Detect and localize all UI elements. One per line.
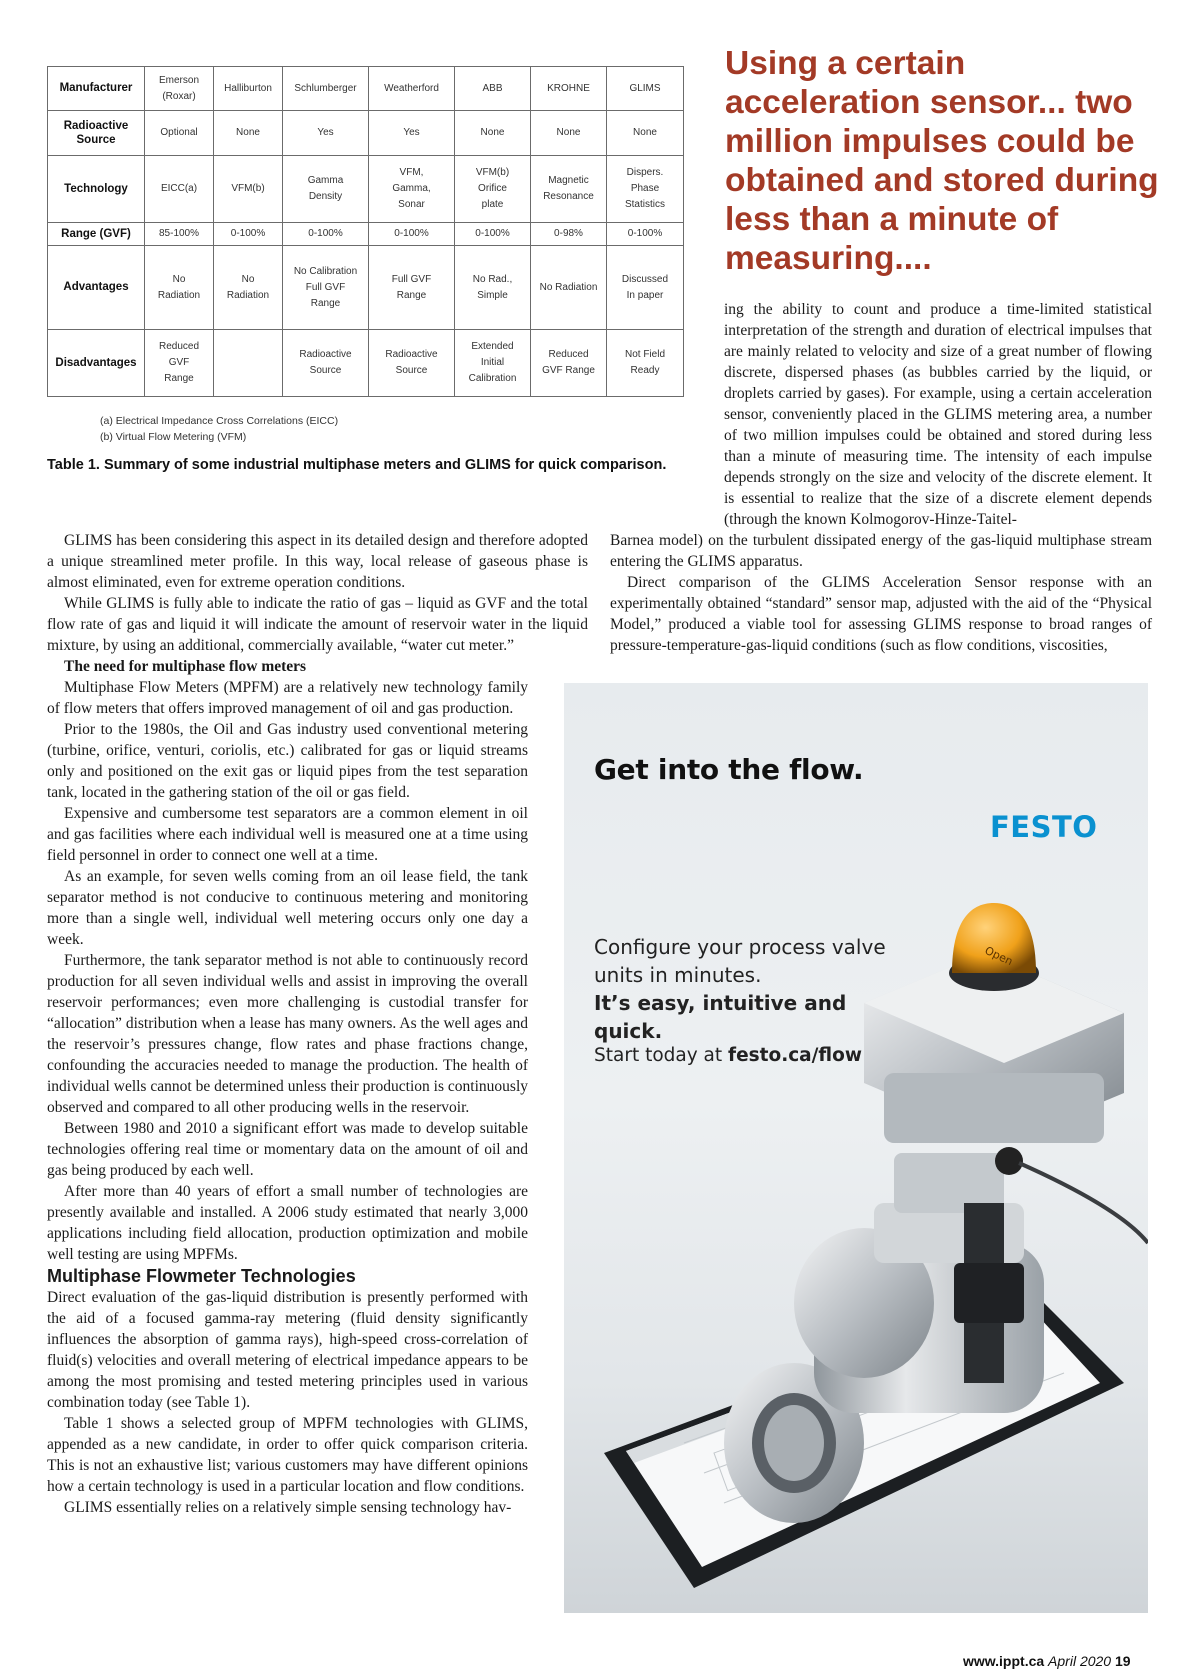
table-header-row [48,67,684,111]
table-row [48,156,684,223]
table-row-label: Disadvantages [48,330,145,397]
ad-body-bold: It’s easy, intuitive and quick. [594,991,847,1043]
table-row [48,330,684,397]
table-cell: 0-100% [455,223,531,246]
table-cell: Full GVF Range [369,246,455,330]
table-cell: No Radiation [531,246,607,330]
table-cell: 85-100% [145,223,214,246]
table-cell: Yes [369,111,455,156]
paragraph: Barnea model) on the turbulent dissipated energy of the gas-liquid multiphase stream entering the GLIMS apparatus. [610,532,1152,570]
table-cell: 0-98% [531,223,607,246]
table-cell: Radioactive Source [283,330,369,397]
table-cell: Extended Initial Calibration [455,330,531,397]
table-row-label: Range (GVF) [48,223,145,246]
table-header-cell: GLIMS [607,67,684,111]
table-cell: None [455,111,531,156]
table-row-label: Radioactive Source [48,111,145,156]
ad-cta-link[interactable]: festo.ca/flow [728,1045,862,1066]
indicator-label: Open [982,943,1015,969]
paragraph: Multiphase Flow Meters (MPFM) are a relatively new technology family of flow meters that offers improved management of oil and gas production. [47,679,528,717]
footnote: (b) Virtual Flow Metering (VFM) [100,431,247,443]
article-column-right-upper [610,530,1152,656]
paragraph: Direct comparison of the GLIMS Acceleration Sensor response with an experimentally obtained “standard” sensor map, adjusted with the aid of the “Physical Model,” produced a viable tool for assessing GLIMS response to broad ranges of pressure-temperature-gas-liquid conditions (such as flow conditions, viscosities, [610,574,1152,654]
table-cell: Yes [283,111,369,156]
table-cell: No Rad., Simple [455,246,531,330]
table-header-cell: Schlumberger [283,67,369,111]
table-cell: VFM(b) Orifice plate [455,156,531,223]
table-cell [214,330,283,397]
paragraph: Prior to the 1980s, the Oil and Gas industry used conventional metering (turbine, orifice, venturi, coriolis, etc.) calibrated for gas or liquid streams only and positioned on the exit gas or liquid pipes from the test separation tank, located in the gathering station of the oil or gas field. [47,721,528,801]
table-cell: Optional [145,111,214,156]
table-cell: None [214,111,283,156]
paragraph: GLIMS has been considering this aspect in its detailed design and therefore adopted a unique streamlined meter profile. In this way, local release of gaseous phase is almost eliminated, even for extreme operation conditions. [47,532,588,591]
table-header-cell: Manufacturer [48,67,145,111]
article-column-right-top [724,299,1152,530]
table-caption: Table 1. Summary of some industrial multiphase meters and GLIMS for quick comparison. [47,457,667,473]
table-cell: Reduced GVF Range [145,330,214,397]
table-header-cell: Weatherford [369,67,455,111]
article-column-left-upper [47,530,588,656]
ad-body-text: Configure your process valve units in minutes. [594,935,886,987]
ad-cta-prefix: Start today at [594,1045,729,1066]
pull-quote: Using a certain acceleration sensor... two million impulses could be obtained and stored during less than a minute of measuring.... [725,45,1159,277]
paragraph: Direct evaluation of the gas-liquid distribution is presently performed with the aid of a focused gamma-ray metering (fluid density significantly influences the absorption of gamma rays), high-speed cross-correlation of fluid(s) velocities and overall metering of electrical impedance appears to be among the most promising and tested metering principles used in various combination today (see Table 1). [47,1289,528,1411]
article-column-left [47,656,528,1518]
table-cell: EICC(a) [145,156,214,223]
table-row-label: Advantages [48,246,145,330]
table-cell: No Calibration Full GVF Range [283,246,369,330]
table-cell: None [607,111,684,156]
table-cell: 0-100% [369,223,455,246]
table-cell: Magnetic Resonance [531,156,607,223]
table-cell: Dispers. Phase Statistics [607,156,684,223]
festo-advertisement[interactable] [564,683,1148,1613]
table-row [48,223,684,246]
table-cell: 0-100% [607,223,684,246]
table-cell: VFM(b) [214,156,283,223]
table-footnotes [100,413,338,445]
subheading: The need for multiphase flow meters [64,658,307,675]
footnote: (a) Electrical Impedance Cross Correlations (EICC) [100,415,339,427]
table-cell: No Radiation [214,246,283,330]
paragraph: As an example, for seven wells coming from an oil lease field, the tank separator method is not conducive to continuous metering and monitoring more than a single well, individual well metering occurs only one day a week. [47,868,528,948]
paragraph: Furthermore, the tank separator method is not able to continuously record production for all seven individual wells and assist in improving the overall reservoir performances; even more challenging is custodial transfer for “allocation” distribution when a lease has many owners. As the well ages and the reservoir’s pressures change, flow rates and phase fractions change, confounding the accuracies needed to manage the production. The health of individual wells cannot be determined unless their production is continuously observed and compared to all other producing wells in the reservoir. [47,952,528,1116]
table-cell: 0-100% [214,223,283,246]
ad-headline: Get into the flow. [594,753,864,786]
paragraph: While GLIMS is fully able to indicate the ratio of gas – liquid as GVF and the total flow rate of gas and liquid it will indicate the amount of reservoir water in the liquid mixture, by using an additional, commercially available, “water cut meter.” [47,595,588,654]
table-cell: Radioactive Source [369,330,455,397]
table-header-cell: Emerson (Roxar) [145,67,214,111]
table-cell: Not Field Ready [607,330,684,397]
table-cell: Gamma Density [283,156,369,223]
table-row-label: Technology [48,156,145,223]
paragraph: Between 1980 and 2010 a significant effort was made to develop suitable technologies offering real time or momentary data on the amount of oil and gas being produced by each well. [47,1120,528,1179]
section-title: Multiphase Flowmeter Technologies [47,1266,356,1286]
footer-url[interactable]: www.ippt.ca [963,1653,1045,1669]
table-cell: 0-100% [283,223,369,246]
table-header-cell: ABB [455,67,531,111]
table-cell: VFM, Gamma, Sonar [369,156,455,223]
paragraph: Expensive and cumbersome test separators are a common element in oil and gas facilities where each individual well is measured one at a time using field personnel in order to connect one well at a time. [47,805,528,864]
paragraph: ing the ability to count and produce a time-limited statistical interpretation of the strength and duration of electrical impulses that are mainly related to velocity and size of a great number of flowing discrete, dispersed phases (as bubbles carried by the liquid, or droplets carried by gases). For example, using a certain acceleration sensor, conveniently placed in the GLIMS metering area, a number of two million impulses could be obtained and stored during less than a minute of measuring time. The intensity of each impulse depends strongly on the size and velocity of the discrete element. It is essential to realize that the size of a discrete element depends (through the known Kolmogorov-Hinze-Taitel- [724,301,1152,528]
page-footer [963,1653,1131,1669]
table-header-cell: KROHNE [531,67,607,111]
table-cell: None [531,111,607,156]
footer-date: April 2020 [1048,1653,1112,1669]
table-cell: Discussed In paper [607,246,684,330]
table-cell: No Radiation [145,246,214,330]
table-row [48,246,684,330]
table-row [48,111,684,156]
festo-logo: FESTO [990,810,1098,844]
comparison-table [47,66,684,397]
paragraph: GLIMS essentially relies on a relatively simple sensing technology hav- [64,1499,512,1516]
page-number: 19 [1114,1653,1131,1669]
position-indicator-icon [949,903,1039,991]
valve-product-illustration [564,683,1148,1613]
table-cell: Reduced GVF Range [531,330,607,397]
paragraph: Table 1 shows a selected group of MPFM technologies with GLIMS, appended as a new candidate, in order to offer quick comparison criteria. This is not an exhaustive list; various customers may have different opinions how a certain technology is used in a particular location and flow conditions. [47,1415,528,1495]
paragraph: After more than 40 years of effort a small number of technologies are presently available and installed. A 2006 study estimated that nearly 3,000 applications including field allocation, production optimization and mobile well testing are using MPFMs. [47,1183,528,1263]
table-header-cell: Halliburton [214,67,283,111]
